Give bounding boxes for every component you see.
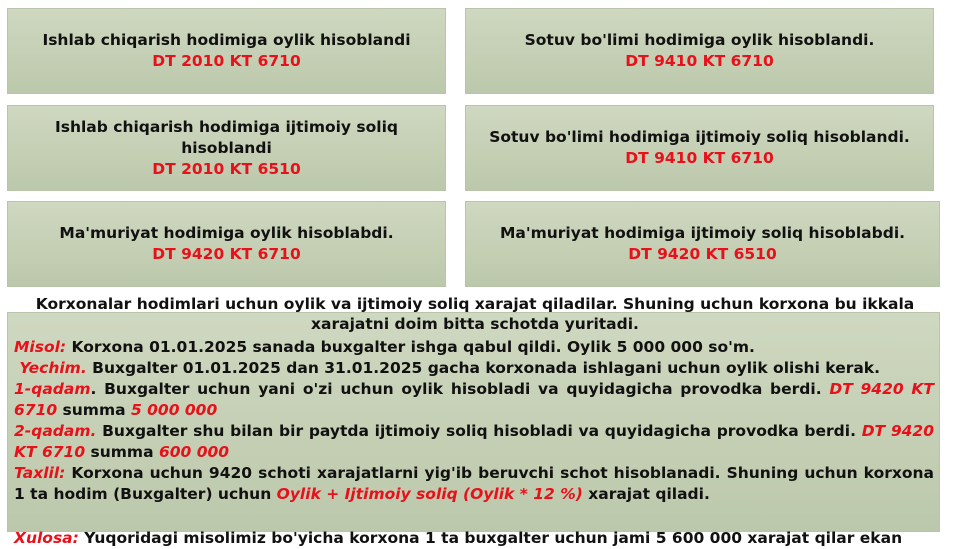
misol-label: Misol: xyxy=(14,338,67,356)
step2-label: 2-qadam. xyxy=(14,422,97,440)
yechim-label: Yechim. xyxy=(19,359,87,377)
yechim-paragraph xyxy=(14,358,934,379)
card-entry-code: DT 9420 KT 6510 xyxy=(628,245,777,263)
entry-card-admin-social-tax xyxy=(465,201,940,287)
taxlil-end: xarajat qiladi. xyxy=(582,485,710,503)
entry-card-sales-social-tax xyxy=(465,105,934,191)
example-body xyxy=(14,337,934,505)
card-entry-code: DT 9420 KT 6710 xyxy=(152,245,301,263)
step2-sum: 600 000 xyxy=(158,443,230,461)
card-title: Sotuv bo'limi hodimiga ijtimoiy soliq hisoblandi. xyxy=(489,128,910,146)
card-entry-code: DT 2010 KT 6710 xyxy=(152,52,301,70)
conclusion-line xyxy=(14,528,934,549)
yechim-text: Buxgalter 01.01.2025 dan 31.01.2025 gacha korxonada ishlagani uchun oylik olishi kerak. xyxy=(86,359,881,377)
taxlil-formula: Oylik + Ijtimoiy soliq (Oylik * 12 %) xyxy=(276,485,583,503)
step1-sum: 5 000 000 xyxy=(130,401,218,419)
card-entry-code: DT 9410 KT 6710 xyxy=(625,149,774,167)
intro-text: Korxonalar hodimlari uchun oylik va ijtimoiy soliq xarajat qiladilar. Shuning uchun korxona bu ikkala xarajatni doim bitta schotda yuritadi. xyxy=(35,295,915,333)
conclusion-text: Yuqoridagi misolimiz bo'yicha korxona 1 ta buxgalter uchun jami 5 600 000 xarajat qilar ekan xyxy=(78,529,903,547)
taxlil-paragraph xyxy=(14,463,934,505)
entry-card-admin-salary xyxy=(7,201,446,287)
card-title: Ishlab chiqarish hodimiga ijtimoiy soliq hisoblandi xyxy=(54,117,399,157)
step1-paragraph xyxy=(14,379,934,421)
card-entry-code: DT 9410 KT 6710 xyxy=(625,52,774,70)
taxlil-label: Taxlil: xyxy=(14,464,66,482)
entry-card-production-social-tax xyxy=(7,105,446,191)
step1-code: DT 9420 KT 6710 xyxy=(14,380,934,419)
card-title: Ma'muriyat hodimiga oylik hisoblabdi. xyxy=(59,224,394,242)
card-title: Ishlab chiqarish hodimiga oylik hisoblandi xyxy=(42,31,411,49)
step1-sum-label: summa xyxy=(57,401,131,419)
step2-code: DT 9420 KT 6710 xyxy=(14,422,934,461)
conclusion-label: Xulosa: xyxy=(14,529,79,547)
taxlil-text: Korxona uchun 9420 schoti xarajatlarni yig'ib beruvchi schot hisoblanadi. Shuning uchun korxona 1 ta hodim (Buxgalter) uchun xyxy=(14,464,934,503)
misol-text: Korxona 01.01.2025 sanada buxgalter ishga qabul qildi. Oylik 5 000 000 so'm. xyxy=(66,338,755,356)
step2-sum-label: summa xyxy=(85,443,159,461)
card-entry-code: DT 2010 KT 6510 xyxy=(152,159,301,178)
step2-paragraph xyxy=(14,421,934,463)
card-title: Ma'muriyat hodimiga ijtimoiy soliq hisoblabdi. xyxy=(499,224,906,242)
entry-card-production-salary xyxy=(7,8,446,94)
entry-card-sales-salary xyxy=(465,8,934,94)
step1-label: 1-qadam xyxy=(14,380,91,398)
step1-text: . Buxgalter uchun yani o'zi uchun oylik hisobladi va quyidagicha provodka berdi. xyxy=(90,380,830,398)
step2-text: Buxgalter shu bilan bir paytda ijtimoiy soliq hisobladi va quyidagicha provodka berdi. xyxy=(96,422,862,440)
card-title: Sotuv bo'limi hodimiga oylik hisoblandi. xyxy=(524,31,875,49)
misol-paragraph xyxy=(14,337,934,358)
